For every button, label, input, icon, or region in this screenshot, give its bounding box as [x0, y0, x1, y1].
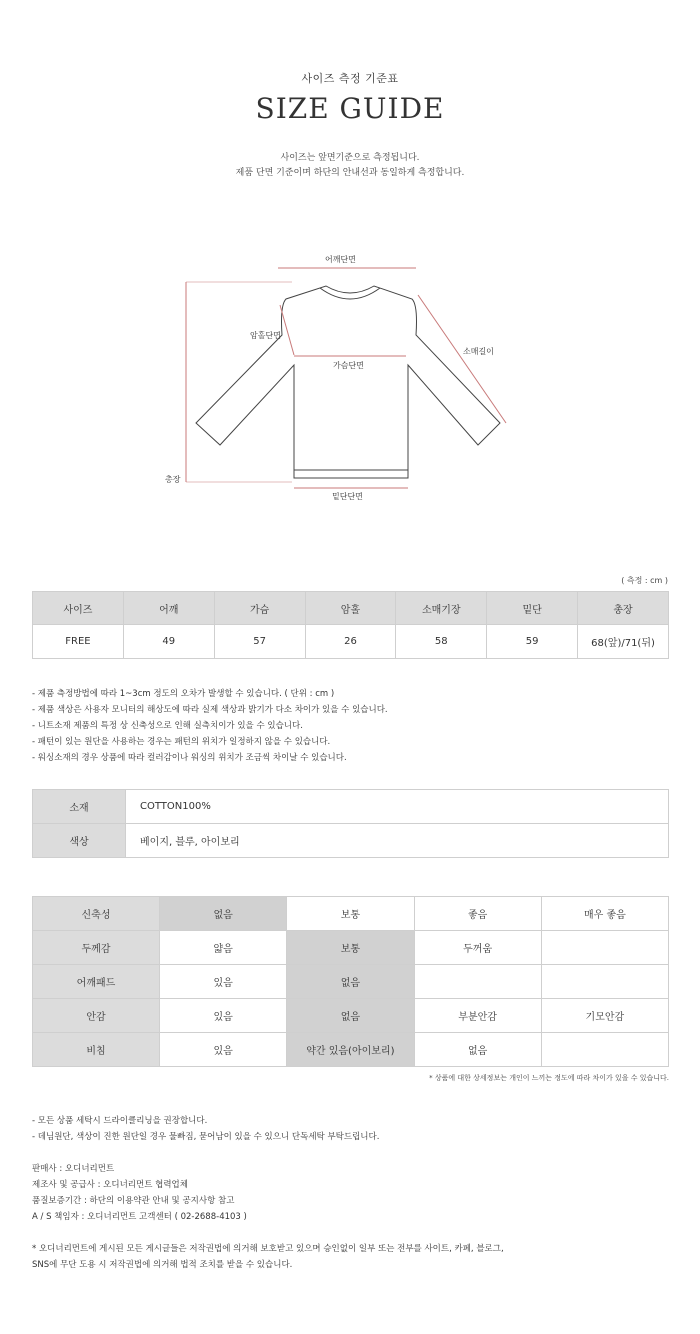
- copyright-notice: [32, 1241, 504, 1273]
- copyright-line: SNS에 무단 도용 시 저작권법에 의거해 법적 조치를 받을 수 있습니다.: [32, 1260, 293, 1270]
- sweater-outline: [196, 286, 500, 478]
- feature-cell: 매우 좋음: [541, 897, 668, 931]
- color-label: 색상: [33, 824, 126, 858]
- feature-cell: 기모안감: [541, 999, 668, 1033]
- header-cell: 밑단: [487, 592, 578, 625]
- feature-label: 어깨패드: [33, 965, 160, 999]
- care-notes: [32, 1113, 379, 1145]
- color-value: 베이지, 블루, 아이보리: [126, 824, 669, 858]
- feature-cell-selected: 없음: [287, 999, 414, 1033]
- feature-cell: 얇음: [160, 931, 287, 965]
- feature-table: [32, 896, 669, 1067]
- header-cell: 가슴: [214, 592, 305, 625]
- care-line: - 모든 상품 세탁시 드라이클리닝을 권장합니다.: [32, 1116, 208, 1126]
- unit-note: ( 측정 : cm ): [621, 576, 668, 585]
- feature-row: [33, 999, 669, 1033]
- feature-cell: 보통: [287, 897, 414, 931]
- feature-cell: 좋음: [414, 897, 541, 931]
- size-table-row: [33, 625, 669, 659]
- header-cell: 사이즈: [33, 592, 124, 625]
- note-line: - 제품 색상은 사용자 모니터의 해상도에 따라 실제 색상과 밝기가 다소 차이가 있을 수 있습니다.: [32, 705, 388, 715]
- page-title: SIZE GUIDE: [255, 92, 445, 125]
- feature-row: [33, 931, 669, 965]
- size-cell: FREE: [33, 625, 124, 659]
- size-table: [32, 591, 669, 659]
- note-line: - 패턴이 있는 원단을 사용하는 경우는 패턴의 위치가 일정하지 않을 수 있습니다.: [32, 737, 331, 747]
- desc-line-2: 제품 단면 기준이며 하단의 안내선과 동일하게 측정합니다.: [235, 168, 465, 178]
- feature-cell: [414, 965, 541, 999]
- label-hem: 밑단단면: [332, 492, 363, 501]
- label-shoulder: 어깨단면: [325, 255, 356, 264]
- seller-info: [32, 1161, 247, 1225]
- feature-cell: 있음: [160, 1033, 287, 1067]
- feature-label: 두께감: [33, 931, 160, 965]
- feature-cell: 없음: [414, 1033, 541, 1067]
- care-line: - 데님원단, 색상이 진한 원단일 경우 물빠짐, 묻어남이 있을 수 있으니 단독세탁 부탁드립니다.: [32, 1132, 380, 1142]
- label-armhole: 암홀단면: [250, 331, 281, 340]
- feature-row: [33, 1033, 669, 1067]
- header-cell: 소매기장: [396, 592, 487, 625]
- size-cell: 58: [396, 625, 487, 659]
- feature-cell: 부분안감: [414, 999, 541, 1033]
- feature-label: 신축성: [33, 897, 160, 931]
- feature-cell: 두꺼움: [414, 931, 541, 965]
- header-cell: 암홀: [305, 592, 396, 625]
- feature-cell-selected: 없음: [160, 897, 287, 931]
- measure-lines: [186, 268, 506, 488]
- material-label: 소재: [33, 790, 126, 824]
- feature-cell-selected: 없음: [287, 965, 414, 999]
- size-cell: 68(앞)/71(뒤): [578, 625, 669, 659]
- measurement-notes: [32, 686, 388, 766]
- feature-cell: [541, 931, 668, 965]
- desc-line-1: 사이즈는 앞면기준으로 측정됩니다.: [280, 153, 420, 163]
- seller-line: 품질보증기간 : 하단의 이용약관 안내 및 공지사항 참고: [32, 1196, 235, 1206]
- feature-cell: [541, 965, 668, 999]
- seller-line: 판매사 : 오디너리먼트: [32, 1164, 115, 1174]
- size-cell: 59: [487, 625, 578, 659]
- page-subtitle: 사이즈 측정 기준표: [301, 72, 399, 85]
- color-row: [33, 824, 669, 858]
- feature-label: 비침: [33, 1033, 160, 1067]
- size-cell: 49: [123, 625, 214, 659]
- feature-cell: 있음: [160, 999, 287, 1033]
- copyright-line: * 오디너리먼트에 게시된 모든 게시글들은 저작권법에 의거해 보호받고 있으며 승인없이 일부 또는 전부를 사이트, 카페, 블로그,: [32, 1244, 504, 1254]
- label-length: 총장: [165, 475, 181, 484]
- header-cell: 어깨: [123, 592, 214, 625]
- feature-cell-selected: 보통: [287, 931, 414, 965]
- note-line: - 니트소재 제품의 특정 상 신축성으로 인해 실측치이가 있을 수 있습니다.: [32, 721, 303, 731]
- feature-cell-selected: 약간 있음(아이보리): [287, 1033, 414, 1067]
- feature-label: 안감: [33, 999, 160, 1033]
- note-line: - 워싱소재의 경우 상품에 따라 컬러감이나 워싱의 위치가 조금씩 차이날 수 있습니다.: [32, 753, 347, 763]
- label-chest: 가슴단면: [333, 361, 364, 370]
- note-line: - 제품 측정방법에 따라 1~3cm 정도의 오차가 발생할 수 있습니다. ( 단위 : cm ): [32, 689, 335, 699]
- size-cell: 26: [305, 625, 396, 659]
- feature-cell: 있음: [160, 965, 287, 999]
- material-value: COTTON100%: [126, 790, 669, 824]
- seller-line: A / S 책임자 : 오디너리먼트 고객센터 ( 02-2688-4103 ): [32, 1212, 247, 1222]
- sweater-diagram: [0, 0, 700, 540]
- material-row: [33, 790, 669, 824]
- sleeve-line: [418, 295, 506, 423]
- header-cell: 총장: [578, 592, 669, 625]
- material-table: [32, 789, 669, 858]
- size-cell: 57: [214, 625, 305, 659]
- seller-line: 제조사 및 공급사 : 오디너리먼트 협력업체: [32, 1180, 188, 1190]
- feature-cell: [541, 1033, 668, 1067]
- label-sleeve: 소매길이: [463, 347, 494, 356]
- feature-footnote: * 상품에 대한 상세정보는 개인이 느끼는 정도에 따라 차이가 있을 수 있습니다.: [429, 1074, 669, 1082]
- feature-row: [33, 965, 669, 999]
- size-table-header: [33, 592, 669, 625]
- feature-row: [33, 897, 669, 931]
